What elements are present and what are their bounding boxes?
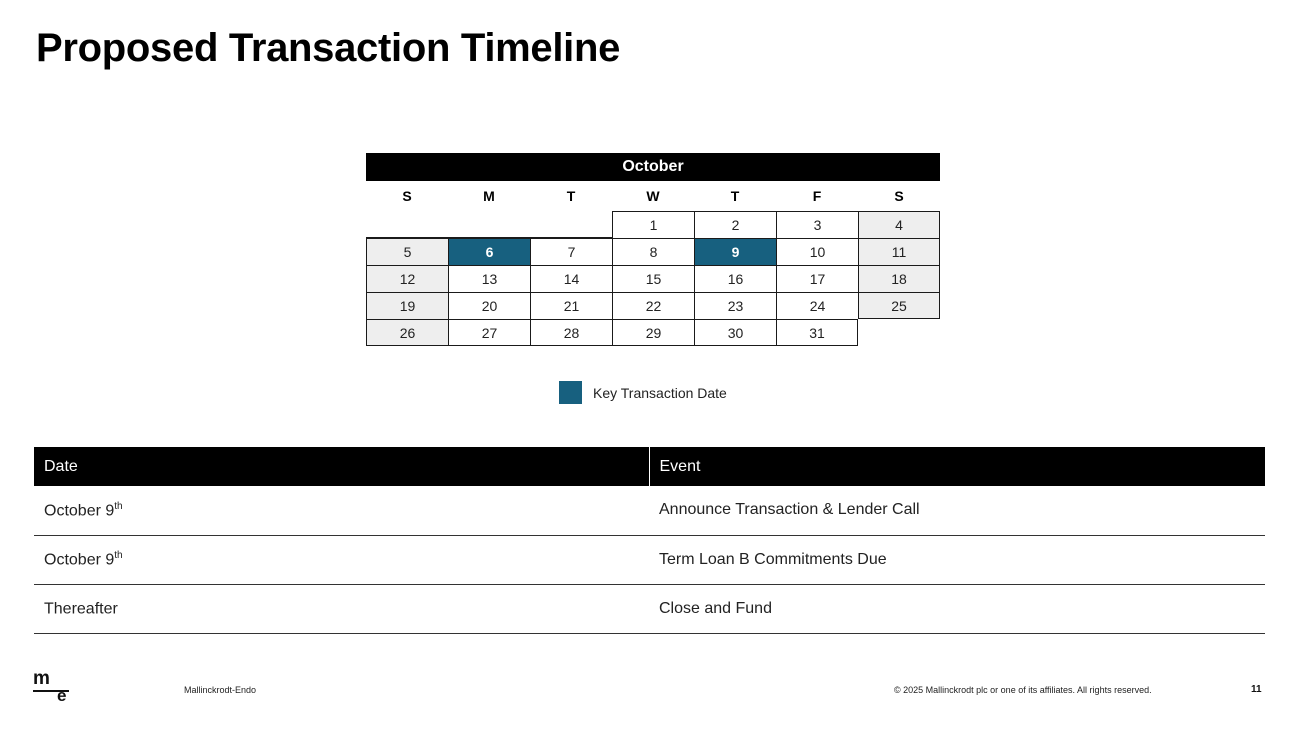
calendar-day-13: 13 xyxy=(448,265,530,292)
date-cell xyxy=(34,584,649,633)
page-number: 11 xyxy=(1251,684,1262,695)
calendar-day-23: 23 xyxy=(694,292,776,319)
calendar-day-3: 3 xyxy=(776,211,858,238)
calendar-day-27: 27 xyxy=(448,319,530,346)
calendar-day-10: 10 xyxy=(776,238,858,265)
column-header-event: Event xyxy=(649,447,1265,486)
column-header-date: Date xyxy=(34,447,649,486)
table-row xyxy=(34,535,1265,584)
calendar-day-5: 5 xyxy=(366,238,448,265)
weekday-label: T xyxy=(566,188,576,204)
calendar-weekday-row xyxy=(366,181,940,211)
page-title: Proposed Transaction Timeline xyxy=(36,26,621,70)
calendar-legend xyxy=(559,381,727,404)
event-cell: Term Loan B Commitments Due xyxy=(649,535,1265,584)
footer-company: Mallinckrodt-Endo xyxy=(184,685,257,695)
table-row xyxy=(34,584,1265,633)
weekday-label: M xyxy=(483,188,495,204)
events-table xyxy=(34,447,1265,634)
calendar-day-1: 1 xyxy=(612,211,694,238)
legend-swatch xyxy=(559,381,582,404)
date-ordinal: th xyxy=(114,549,123,561)
calendar-day-30: 30 xyxy=(694,319,776,346)
calendar-day-7: 7 xyxy=(530,238,612,265)
weekday-label: S xyxy=(894,188,904,204)
calendar-day-16: 16 xyxy=(694,265,776,292)
calendar-day-grid xyxy=(366,211,940,346)
date-text: Thereafter xyxy=(44,600,118,618)
calendar-day-11: 11 xyxy=(858,238,940,265)
calendar-day-20: 20 xyxy=(448,292,530,319)
weekday-label: S xyxy=(402,188,412,204)
company-logo xyxy=(33,668,73,708)
calendar-day-14: 14 xyxy=(530,265,612,292)
date-cell xyxy=(34,535,649,584)
weekday-label: F xyxy=(812,188,822,204)
calendar-empty-cell xyxy=(366,211,448,238)
calendar-day-15: 15 xyxy=(612,265,694,292)
calendar-day-18: 18 xyxy=(858,265,940,292)
calendar-day-29: 29 xyxy=(612,319,694,346)
calendar-day-26: 26 xyxy=(366,319,448,346)
calendar-empty-cell xyxy=(530,211,612,238)
calendar-empty-cell xyxy=(448,211,530,238)
calendar-day-12: 12 xyxy=(366,265,448,292)
weekday-label: W xyxy=(646,188,660,204)
event-cell: Close and Fund xyxy=(649,584,1265,633)
table-row xyxy=(34,486,1265,535)
legend-label: Key Transaction Date xyxy=(593,384,727,401)
date-ordinal: th xyxy=(114,500,123,512)
calendar-day-31: 31 xyxy=(776,319,858,346)
calendar-day-4: 4 xyxy=(858,211,940,238)
logo-letter-e: e xyxy=(57,686,67,705)
calendar-day-6: 6 xyxy=(448,238,530,265)
event-cell: Announce Transaction & Lender Call xyxy=(649,486,1265,535)
calendar-day-8: 8 xyxy=(612,238,694,265)
calendar-day-25: 25 xyxy=(858,292,940,319)
calendar-day-9: 9 xyxy=(694,238,776,265)
calendar-day-24: 24 xyxy=(776,292,858,319)
calendar-day-28: 28 xyxy=(530,319,612,346)
calendar-day-17: 17 xyxy=(776,265,858,292)
calendar-day-19: 19 xyxy=(366,292,448,319)
calendar-month-header: October xyxy=(366,153,940,181)
calendar-empty-cell xyxy=(858,319,940,346)
date-cell xyxy=(34,486,649,535)
calendar-day-2: 2 xyxy=(694,211,776,238)
table-header-row xyxy=(34,447,1265,486)
calendar-day-21: 21 xyxy=(530,292,612,319)
weekday-label: T xyxy=(730,188,740,204)
date-text: October 9 xyxy=(44,551,115,569)
logo-letter-m: m xyxy=(33,668,50,689)
date-text: October 9 xyxy=(44,501,115,519)
calendar xyxy=(366,153,940,346)
footer-copyright: © 2025 Mallinckrodt plc or one of its affiliates. All rights reserved. xyxy=(894,685,1152,695)
calendar-day-22: 22 xyxy=(612,292,694,319)
